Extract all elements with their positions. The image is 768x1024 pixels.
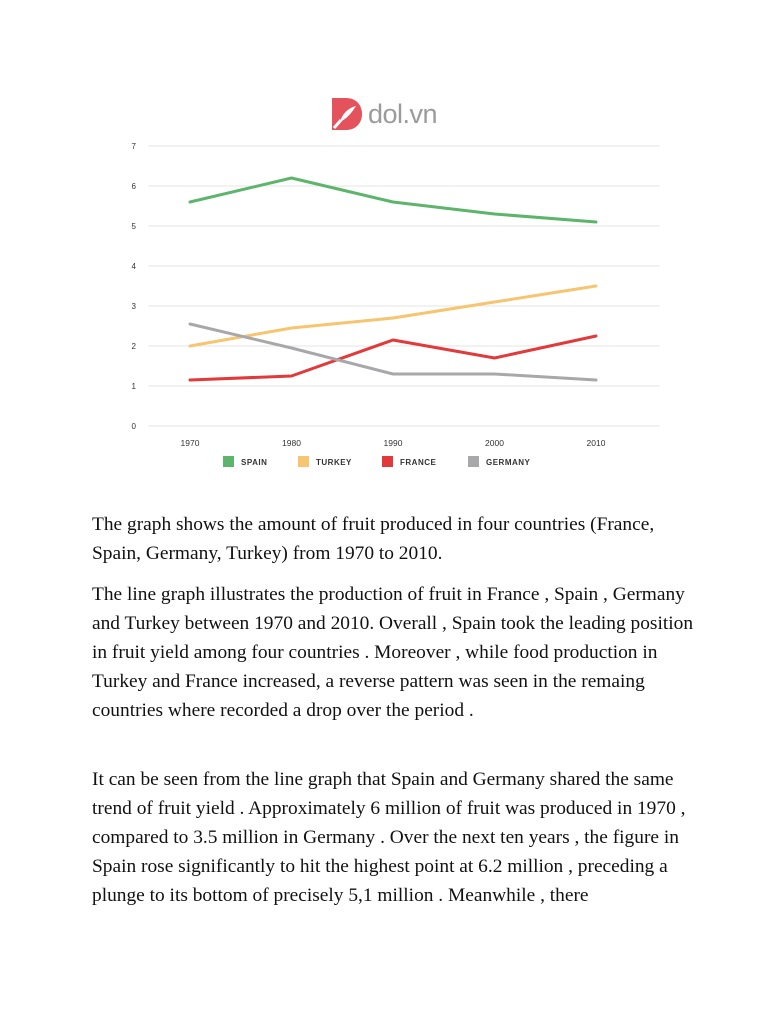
fruit-production-chart [90,88,690,493]
legend-swatch-spain [223,456,234,467]
paragraph-1 [92,510,700,568]
paragraph-1-text: The graph shows the amount of fruit produced in four countries (France, Spain, Germany, Turkey) from 1970 to 2010. [92,514,655,564]
legend-swatch-germany [468,456,479,467]
legend-label-germany: GERMANY [486,458,531,467]
y-tick-label-4: 4 [131,262,136,271]
legend-label-turkey: TURKEY [316,458,352,467]
y-tick-label-7: 7 [131,142,136,151]
x-tick-label-1970: 1970 [180,438,200,448]
legend-label-france: FRANCE [400,458,437,467]
paragraph-2 [92,580,700,725]
x-tick-label-2010: 2010 [586,438,606,448]
y-tick-label-5: 5 [131,222,136,231]
line-chart-svg [90,88,690,493]
x-tick-label-2000: 2000 [485,438,504,448]
x-tick-label-1990: 1990 [383,438,403,448]
legend-swatch-turkey [298,456,309,467]
paragraph-2-text: The line graph illustrates the production of fruit in France , Spain , Germany and Turkey between 1970 and 2010. Overall , Spain took the leading position in fruit yield among four countries . Moreover , while food production in Turkey and France increased, a reverse pattern was seen in the remaing countries where recorded a drop over the period . [92,584,694,721]
y-tick-label-0: 0 [131,422,136,431]
logo-text: dol.vn [368,98,438,129]
y-tick-label-3: 3 [131,302,136,311]
paragraph-3-text: It can be seen from the line graph that Spain and Germany shared the same trend of fruit yield . Approximately 6 million of fruit was produced in 1970 , compared to 3.5 million in Germany . Over the next ten years , the figure in Spain rose significantly to hit the highest point at 6.2 million , preceding a plunge to its bottom of precisely 5,1 million . Meanwhile , there [92,769,686,906]
y-tick-label-2: 2 [131,342,136,351]
x-tick-label-1980: 1980 [282,438,301,448]
paragraph-3 [92,765,700,910]
series-line-spain [190,178,596,222]
legend-swatch-france [382,456,393,467]
y-tick-label-6: 6 [131,182,136,191]
series-line-germany [190,324,596,380]
legend-label-spain: SPAIN [241,458,268,467]
y-tick-label-1: 1 [131,382,136,391]
